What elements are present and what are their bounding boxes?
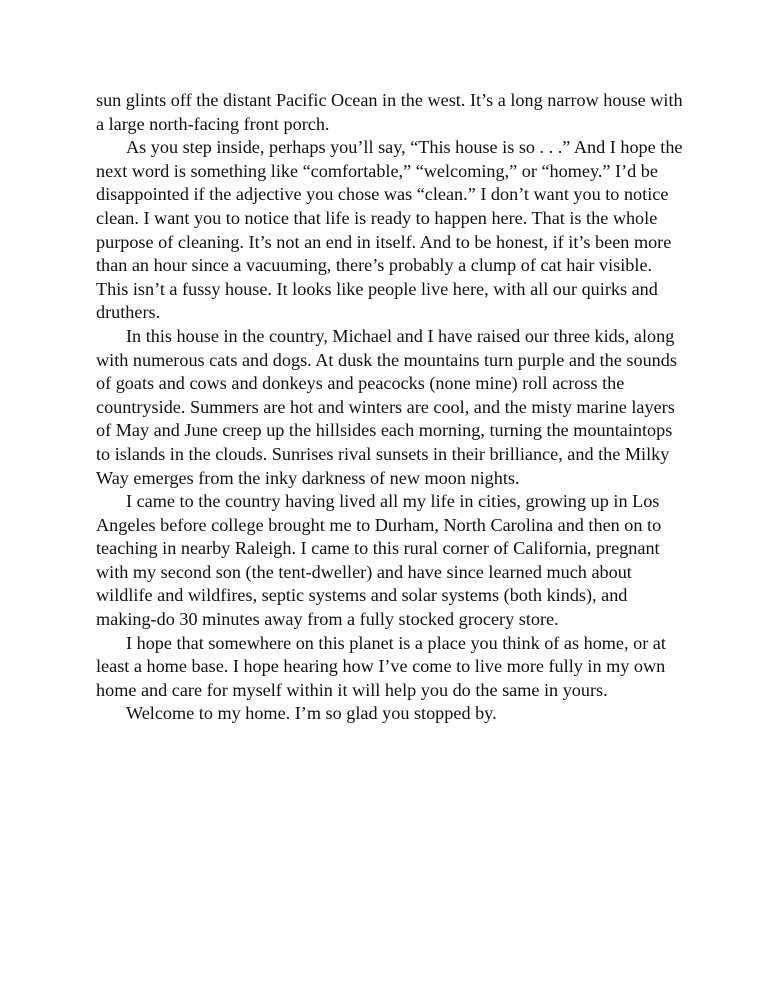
paragraph-house-in-country: In this house in the country, Michael and I have raised our three kids, along with numerous cats and dogs. At dusk the mountains turn purple and the sounds of goats and cows and donkeys and peacocks (none mine) roll across the countryside. Summers are hot and winters are cool, and the misty marine layers of May and June creep up the hillsides each morning, turning the mountaintops to islands in the clouds. Sunrises rival sunsets in their brilliance, and the Milky Way emerges from the inky darkness of new moon nights. [96,325,677,488]
paragraph-step-inside: As you step inside, perhaps you’ll say, “This house is so . . .” And I hope the next word is something like “comfortable,” “welcoming,” or “homey.” I’d be disappointed if the adjective you chose was “clean.” I don’t want you to notice clean. I want you to notice that life is ready to happen here. That is the whole purpose of cleaning. It’s not an end in itself. And to be honest, if it’s been more than an hour since a vacuuming, there’s probably a clump of cat hair visible. This isn’t a fussy house. It looks like people live here, with all our quirks and druthers. [96,137,683,323]
paragraph-continuation: sun glints off the distant Pacific Ocean in the west. It’s a long narrow house with a large north-facing front porch. [96,90,683,134]
document-page [96,89,686,726]
paragraph-welcome: Welcome to my home. I’m so glad you stopped by. [126,703,497,724]
paragraph-hope-home: I hope that somewhere on this planet is a place you think of as home, or at least a home base. I hope hearing how I’ve come to live more fully in my own home and care for myself within it will help you do the same in yours. [96,632,666,700]
paragraph-came-to-country: I came to the country having lived all my life in cities, growing up in Los Angeles before college brought me to Durham, North Carolina and then on to teaching in nearby Raleigh. I came to this rural corner of California, pregnant with my second son (the tent-dweller) and have since learned much about wildlife and wildfires, septic systems and solar systems (both kinds), and making-do 30 minutes away from a fully stocked grocery store. [96,491,662,630]
